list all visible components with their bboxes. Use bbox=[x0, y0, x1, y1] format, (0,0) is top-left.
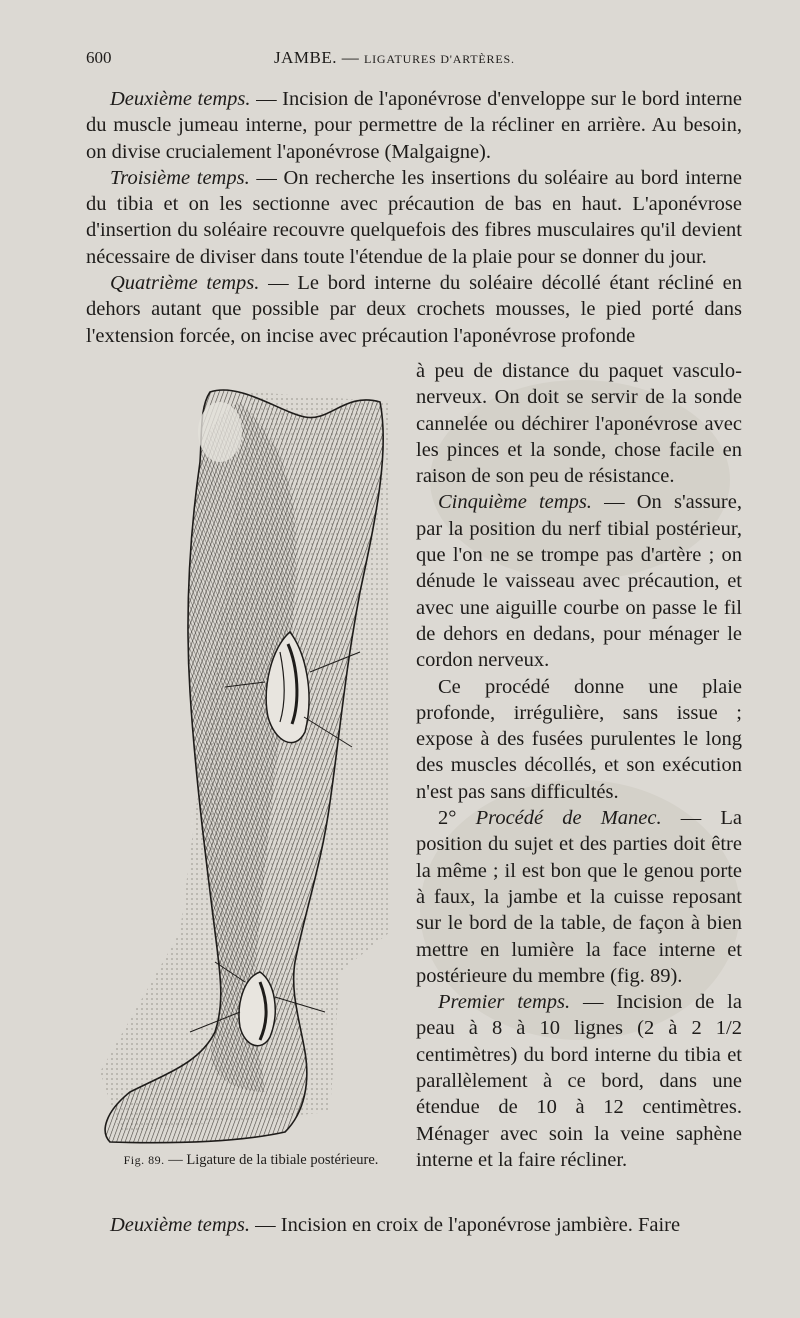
procedure-number: 2° bbox=[438, 807, 476, 830]
footer-paragraph bbox=[86, 1212, 742, 1238]
paragraph-text: — Incision en croix de l'aponévrose jambière. Faire bbox=[250, 1214, 681, 1236]
running-title-sub: LIGATURES D'ARTÈRES. bbox=[363, 52, 515, 66]
page-number: 600 bbox=[86, 48, 112, 67]
figure-caption-text: — Ligature de la tibiale postérieure. bbox=[164, 1152, 379, 1168]
step-heading: Premier temps. bbox=[438, 991, 571, 1014]
paragraph-text: Ce procédé donne une plaie profonde, irrégulière, sans issue ; expose à des fusées purulentes le long des muscles décollés, et son exécution n'est pas sans difficultés. bbox=[416, 675, 742, 803]
figure-caption bbox=[96, 1152, 406, 1169]
paragraph-text: — Incision de l'aponévrose d'enveloppe sur le bord interne du muscle jumeau interne, pour permettre de la récliner en arrière. Au besoin, on divise crucialement l'aponévrose (Malgaigne). bbox=[86, 88, 742, 163]
paragraph bbox=[416, 989, 742, 1173]
paragraph bbox=[86, 86, 742, 165]
top-text-block bbox=[86, 86, 742, 349]
leg-engraving bbox=[90, 372, 410, 1152]
paragraph-text: — On recherche les insertions du soléaire au bord interne du tibia et on les sectionne avec précaution de bas en haut. L'aponévrose d'insertion du soléaire recouvre quelquefois des fibres musculaires qu'il devient nécessaire de diviser dans toute l'étendue de la plaie pour se donner du jour. bbox=[86, 166, 742, 268]
paragraph-text: — Le bord interne du soléaire décollé étant récliné en dehors autant que possible par deux crochets mousses, le pied porté dans l'extension forcée, on incise avec précaution l'aponévrose profonde bbox=[86, 272, 742, 347]
paragraph-text: à peu de distance du paquet vasculo-nerveux. On doit se servir de la sonde cannelée ou déchirer l'aponévrose avec les pinces et la sonde, chose facile en raison de son peu de résistance. bbox=[416, 360, 742, 488]
running-title-main: JAMBE. — bbox=[274, 48, 364, 67]
paragraph-text: — Incision de la peau à 8 à 10 lignes (2 à 2 1/2 centimètres) du bord interne du tibia et parallèlement à ce bord, dans une étendue de 10 à 12 centimètres. Ménager avec soin la veine saphène interne et la faire récliner. bbox=[416, 991, 742, 1171]
right-column-text bbox=[416, 358, 742, 1173]
paragraph-text: — On s'assure, par la position du nerf tibial postérieur, que l'on ne se trompe pas d'artère ; on dénude le vaisseau avec précaution, et avec une aiguille courbe on passe le fil de dehors en dedans, pour ménager le cordon nerveux. bbox=[416, 491, 742, 672]
paragraph-text: — La position du sujet et des parties doit être la même ; il est bon que le genou porte à faux, la jambe et la cuisse reposant sur le bord de la table, de façon à bien mettre en lumière la face interne et postérieure du membre (fig. 89). bbox=[416, 807, 742, 987]
paragraph bbox=[416, 489, 742, 673]
step-heading: Cinquième temps. bbox=[438, 491, 592, 514]
paragraph bbox=[416, 805, 742, 989]
step-heading: Deuxième temps. bbox=[110, 88, 251, 110]
paragraph bbox=[86, 165, 742, 270]
step-heading: Troisième temps. bbox=[110, 166, 250, 189]
paragraph bbox=[416, 674, 742, 805]
figure-label: Fig. 89. bbox=[123, 1153, 165, 1167]
step-heading: Quatrième temps. bbox=[110, 272, 260, 295]
running-header bbox=[86, 46, 742, 72]
step-heading: Deuxième temps. bbox=[110, 1214, 251, 1236]
paragraph bbox=[86, 270, 742, 349]
paragraph bbox=[416, 358, 742, 489]
step-heading: Procédé de Manec. bbox=[475, 807, 662, 830]
figure-89-illustration bbox=[90, 372, 410, 1152]
running-title bbox=[274, 48, 515, 68]
